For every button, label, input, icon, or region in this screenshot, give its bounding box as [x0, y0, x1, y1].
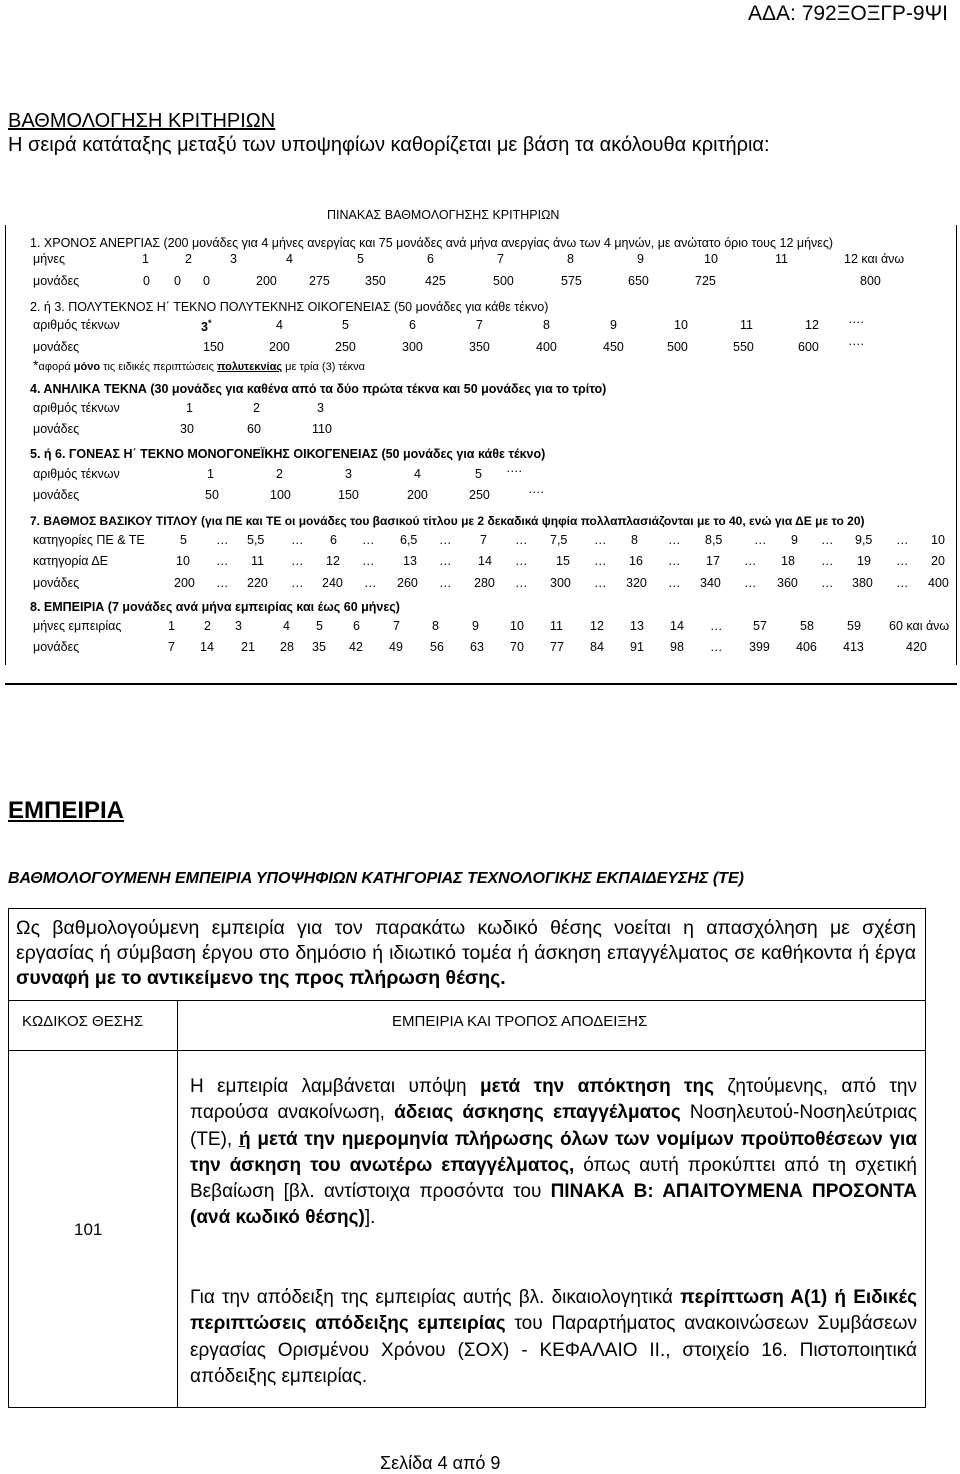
- box-intro: Ως βαθμολογούμενη εμπειρία για τον παρακάτω κωδικό θέσης νοείται η απασχόληση με σχέση εργασίας ή σύμβαση έργου στο δημόσιο ή ιδιωτικό τομέα ή άσκηση επαγγέλματος σε καθήκοντα ή έργα συναφή με το αντικείμενο της προς πλήρωση θέσης.: [16, 917, 916, 989]
- page-number: Σελίδα 4 από 9: [380, 1453, 501, 1473]
- cell: 98: [670, 640, 684, 654]
- cell: 450: [603, 340, 624, 354]
- cell: 28: [280, 640, 294, 654]
- cell: …: [710, 619, 723, 633]
- cell: 2: [185, 252, 192, 266]
- ellipsis: ….: [848, 312, 864, 326]
- cell: 400: [928, 576, 949, 590]
- cell: 425: [425, 274, 446, 288]
- cell: 8: [567, 252, 574, 266]
- c5-title: 5. ή 6. ΓΟΝΕΑΣ Η΄ ΤΕΚΝΟ ΜΟΝΟΓΟΝΕΪΚΗΣ ΟΙΚΟΓΕΝΕΙΑΣ (50 μονάδες για κάθε τέκνο): [30, 447, 546, 461]
- cell: 200: [407, 488, 428, 502]
- cell: 3: [345, 467, 352, 481]
- cell: 9,5: [855, 533, 873, 547]
- cell: 800: [860, 274, 881, 288]
- cell: 84: [590, 640, 604, 654]
- cell: 60 και άνω: [889, 619, 950, 633]
- cell: 12 και άνω: [844, 252, 905, 266]
- cell: 91: [630, 640, 644, 654]
- cell: 250: [469, 488, 490, 502]
- cell: 6: [427, 252, 434, 266]
- c2-points-label: μονάδες: [33, 340, 80, 354]
- cell: 21: [241, 640, 255, 654]
- cell: 7,5: [550, 533, 568, 547]
- cell: 8: [543, 318, 550, 332]
- box-col: [177, 1000, 178, 1408]
- cell: 406: [796, 640, 817, 654]
- c7-title: 7. ΒΑΘΜΟΣ ΒΑΣΙΚΟΥ ΤΙΤΛΟΥ (για ΠΕ και ΤΕ οι μονάδες του βασικού τίτλου με 2 δεκαδικά ψηφία πολλαπλασιάζονται με το 40, ενώ για ΔΕ με το 20): [30, 514, 865, 528]
- c8-months-row: [0, 619, 960, 635]
- experience-paragraph-1: Η εμπειρία λαμβάνεται υπόψη μετά την απόκτηση της ζητούμενης, από την παρούσα ανακοίνωση, άδειας άσκησης επαγγέλματος Νοσηλευτού-Νοσηλεύτριας (ΤΕ), ή μετά την ημερομηνία πλήρωσης όλων των νομίμων προϋποθέσεων για την άσκηση του ανωτέρω επαγγέλματος, όπως αυτή προκύπτει από τη σχετική Βεβαίωση [βλ. αντίστοιχα προσόντα του ΠΙΝΑΚΑ Β: ΑΠΑΙΤΟΥΜΕΝΑ ΠΡΟΣΟΝΤΑ (ανά κωδικό θέσης)].: [190, 1076, 917, 1229]
- cell: 200: [269, 340, 290, 354]
- c4-title: 4. ΑΝΗΛΙΚΑ ΤΕΚΝΑ (30 μονάδες για καθένα από τα δύο πρώτα τέκνα και 50 μονάδες για το τρίτο): [30, 382, 607, 396]
- box-top: [8, 908, 926, 909]
- cell: 11: [251, 554, 264, 568]
- cell: 7: [497, 252, 504, 266]
- cell: 19: [857, 554, 871, 568]
- cell: 50: [205, 488, 219, 502]
- cell: 5: [357, 252, 364, 266]
- c5-children-label: αριθμός τέκνων: [33, 467, 120, 481]
- box-right: [925, 908, 926, 1408]
- cell: 280: [474, 576, 495, 590]
- c1-months-label: μήνες: [33, 252, 66, 266]
- cell: 14: [670, 619, 684, 633]
- cell: 11: [740, 318, 753, 332]
- cell: 5: [316, 619, 323, 633]
- cell: 6: [409, 318, 416, 332]
- cell: 2: [253, 401, 260, 415]
- ada-code: ΑΔΑ: 792ΞΟΞΓΡ-9ΨΙ: [747, 2, 948, 25]
- cell: 10: [674, 318, 688, 332]
- cell: 4: [286, 252, 293, 266]
- cell: 110: [312, 422, 332, 436]
- cell: 2: [276, 467, 283, 481]
- cell: 7: [393, 619, 400, 633]
- table-right-border: [956, 225, 957, 665]
- cell: 15: [556, 554, 570, 568]
- c7-de-label: κατηγορία ΔΕ: [33, 554, 108, 568]
- cell: 18: [781, 554, 795, 568]
- c8-points-label: μονάδες: [33, 640, 80, 654]
- cell: 399: [749, 640, 770, 654]
- table-left-border: [5, 225, 6, 665]
- cell: 240: [322, 576, 343, 590]
- ellipsis: ….: [506, 461, 522, 475]
- cell: 13: [630, 619, 644, 633]
- cell: 6: [353, 619, 360, 633]
- c5-points-label: μονάδες: [33, 488, 80, 502]
- cell: 200: [256, 274, 277, 288]
- box-row1: [8, 1000, 926, 1001]
- c2-title: 2. ή 3. ΠΟΛΥΤΕΚΝΟΣ Η΄ ΤΕΚΝΟ ΠΟΛΥΤΕΚΝΗΣ ΟΙΚΟΓΕΝΕΙΑΣ (50 μονάδες για κάθε τέκνο): [30, 300, 549, 314]
- cell: 10: [931, 533, 945, 547]
- cell: 49: [389, 640, 403, 654]
- cell: 275: [309, 274, 330, 288]
- cell: 77: [550, 640, 564, 654]
- cell: 250: [335, 340, 356, 354]
- box-left: [8, 908, 9, 1408]
- col-code-header: ΚΩΔΙΚΟΣ ΘΕΣΗΣ: [22, 1013, 144, 1030]
- ellipsis: ….: [528, 482, 544, 496]
- c8-months-label: μήνες εμπειρίας: [33, 619, 122, 633]
- cell: 11: [775, 252, 788, 266]
- cell: 350: [365, 274, 386, 288]
- cell: 58: [800, 619, 814, 633]
- cell: 350: [469, 340, 490, 354]
- cell: 10: [510, 619, 524, 633]
- cell: 5: [475, 467, 482, 481]
- cell: 57: [753, 619, 767, 633]
- cell: …: [710, 640, 723, 654]
- c7-pe-label: κατηγορίες ΠΕ & ΤΕ: [33, 533, 145, 547]
- cell: 413: [843, 640, 864, 654]
- c1-months-row: [0, 252, 960, 268]
- cell: 35: [312, 640, 326, 654]
- cell: 150: [338, 488, 359, 502]
- cell: 3: [201, 320, 208, 335]
- c4-points-row: [0, 422, 960, 438]
- cell: 12: [590, 619, 604, 633]
- c4-points-label: μονάδες: [33, 422, 80, 436]
- cell: 7: [168, 640, 175, 654]
- cell: 4: [276, 318, 283, 332]
- cell: 14: [200, 640, 214, 654]
- cell: 10: [176, 554, 190, 568]
- box-bottom: [8, 1407, 926, 1408]
- cell: 300: [550, 576, 571, 590]
- cell: 150: [203, 340, 224, 354]
- cell: 9: [610, 318, 617, 332]
- cell: 650: [628, 274, 649, 288]
- cell: 340: [700, 576, 721, 590]
- cell: 12: [805, 318, 819, 332]
- cell: 42: [349, 640, 363, 654]
- cell: 1: [142, 252, 149, 266]
- box-row2: [8, 1050, 926, 1051]
- cell: 300: [402, 340, 423, 354]
- cell: 1: [168, 619, 175, 633]
- cell: 500: [667, 340, 688, 354]
- cell: 30: [180, 422, 194, 436]
- c7-de-row: κατηγορία ΔΕ 10 11 12 13 14 15 16 17 18 19 20 … … … … … … … … … …: [33, 554, 945, 568]
- table-bottom-border: [5, 683, 957, 685]
- cell: 550: [733, 340, 754, 354]
- cell: 7: [476, 318, 483, 332]
- c7-points-row: μονάδες 200 220 240 260 280 300 320 340 360 380 400 … … … … … … … … … …: [33, 576, 949, 590]
- cell: 10: [704, 252, 718, 266]
- experience-paragraph-2: Για την απόδειξη της εμπειρίας αυτής βλ. δικαιολογητικά περίπτωση Α(1) ή Ειδικές περιπτώσεις απόδειξης εμπειρίας του Παραρτήματος ανακοινώσεων Συμβάσεων εργασίας Ορισμένου Χρόνου (ΣΟΧ) - ΚΕΦΑΛΑΙΟ ΙΙ., στοιχείο 16. Πιστοποιητικά απόδειξης εμπειρίας.: [190, 1287, 917, 1387]
- c4-children-row: [0, 401, 960, 417]
- cell: 100: [270, 488, 291, 502]
- cell: 1: [186, 401, 193, 415]
- cell: 5: [342, 318, 349, 332]
- cell: 260: [397, 576, 418, 590]
- cell: 59: [847, 619, 861, 633]
- cell: 8: [432, 619, 439, 633]
- cell: 2: [204, 619, 211, 633]
- criteria-title: ΒΑΘΜΟΛΟΓΗΣΗ ΚΡΙΤΗΡΙΩΝ: [8, 110, 276, 132]
- c2-children-label: αριθμός τέκνων: [33, 318, 120, 332]
- c5-children-row: [0, 461, 960, 483]
- experience-subtitle: ΒΑΘΜΟΛΟΓΟΥΜΕΝΗ ΕΜΠΕΙΡΙΑ ΥΠΟΨΗΦΙΩΝ ΚΑΤΗΓΟΡΙΑΣ ΤΕΧΝΟΛΟΓΙΚΗΣ ΕΚΠΑΙΔΕΥΣΗΣ (ΤΕ): [8, 870, 744, 887]
- cell: 200: [174, 576, 195, 590]
- cell: 6: [330, 533, 337, 547]
- cell: 1: [207, 467, 214, 481]
- c2-note: *αφορά μόνο τις ειδικές περιπτώσεις πολυτεκνίας με τρία (3) τέκνα: [33, 357, 366, 373]
- cell: 9: [791, 533, 798, 547]
- c1-points-row: [0, 274, 960, 290]
- c7-pe-row: κατηγορίες ΠΕ & ΤΕ 5 5,5 6 6,5 7 7,5 8 8,5 9 9,5 10 … … … … … … … … … …: [33, 533, 945, 547]
- cell: 14: [478, 554, 492, 568]
- col-experience-header: ΕΜΠΕΙΡΙΑ ΚΑΙ ΤΡΟΠΟΣ ΑΠΟΔΕΙΞΗΣ: [392, 1013, 648, 1030]
- cell: 9: [472, 619, 479, 633]
- cell: 575: [561, 274, 582, 288]
- cell: 400: [536, 340, 557, 354]
- c2-children-row: [0, 312, 960, 335]
- cell: 0: [143, 274, 150, 288]
- cell: 13: [403, 554, 417, 568]
- c8-title: 8. ΕΜΠΕΙΡΙΑ (7 μονάδες ανά μήνα εμπειρίας και έως 60 μήνες): [30, 600, 400, 614]
- c7-points-label: μονάδες: [33, 576, 80, 590]
- experience-title: ΕΜΠΕΙΡΙΑ: [8, 797, 125, 824]
- criteria-intro: Η σειρά κατάταξης μεταξύ των υποψηφίων καθορίζεται με βάση τα ακόλουθα κριτήρια:: [8, 134, 770, 156]
- cell: 7: [480, 533, 487, 547]
- c8-points-row: [0, 640, 960, 656]
- position-code: 101: [74, 1220, 103, 1239]
- c2-points-row: [0, 334, 960, 356]
- cell: 3: [317, 401, 324, 415]
- cell: 3: [235, 619, 242, 633]
- cell: 16: [629, 554, 643, 568]
- cell: 70: [510, 640, 524, 654]
- cell: 3: [230, 252, 237, 266]
- cell: 380: [852, 576, 873, 590]
- cell: 500: [493, 274, 514, 288]
- cell: 8: [631, 533, 638, 547]
- cell: 63: [470, 640, 484, 654]
- cell: 725: [695, 274, 716, 288]
- cell: 5,5: [247, 533, 265, 547]
- cell: 4: [414, 467, 421, 481]
- ellipsis: ….: [848, 334, 864, 348]
- cell: 4: [283, 619, 290, 633]
- cell: 0: [203, 274, 210, 288]
- c5-points-row: [0, 482, 960, 504]
- cell: 56: [430, 640, 444, 654]
- cell: 17: [706, 554, 720, 568]
- c1-title: 1. ΧΡΟΝΟΣ ΑΝΕΡΓΙΑΣ (200 μονάδες για 4 μήνες ανεργίας και 75 μονάδες ανά μήνα ανεργίας άνω των 4 μηνών, με ανώτατο όριο τους 12 μήνες): [30, 236, 834, 250]
- cell: 5: [180, 533, 187, 547]
- cell: 420: [906, 640, 927, 654]
- cell: 360: [777, 576, 798, 590]
- cell: 9: [637, 252, 644, 266]
- cell: 220: [247, 576, 268, 590]
- star: *: [207, 318, 212, 328]
- cell: 320: [626, 576, 647, 590]
- cell: 20: [931, 554, 945, 568]
- c4-children-label: αριθμός τέκνων: [33, 401, 120, 415]
- cell: 8,5: [705, 533, 723, 547]
- cell: 0: [174, 274, 181, 288]
- cell: 60: [247, 422, 261, 436]
- cell: 12: [326, 554, 340, 568]
- cell: 600: [798, 340, 819, 354]
- cell: 11: [550, 619, 563, 633]
- cell: 6,5: [400, 533, 418, 547]
- table-title: ΠΙΝΑΚΑΣ ΒΑΘΜΟΛΟΓΗΣΗΣ ΚΡΙΤΗΡΙΩΝ: [327, 208, 560, 222]
- c1-points-label: μονάδες: [33, 274, 80, 288]
